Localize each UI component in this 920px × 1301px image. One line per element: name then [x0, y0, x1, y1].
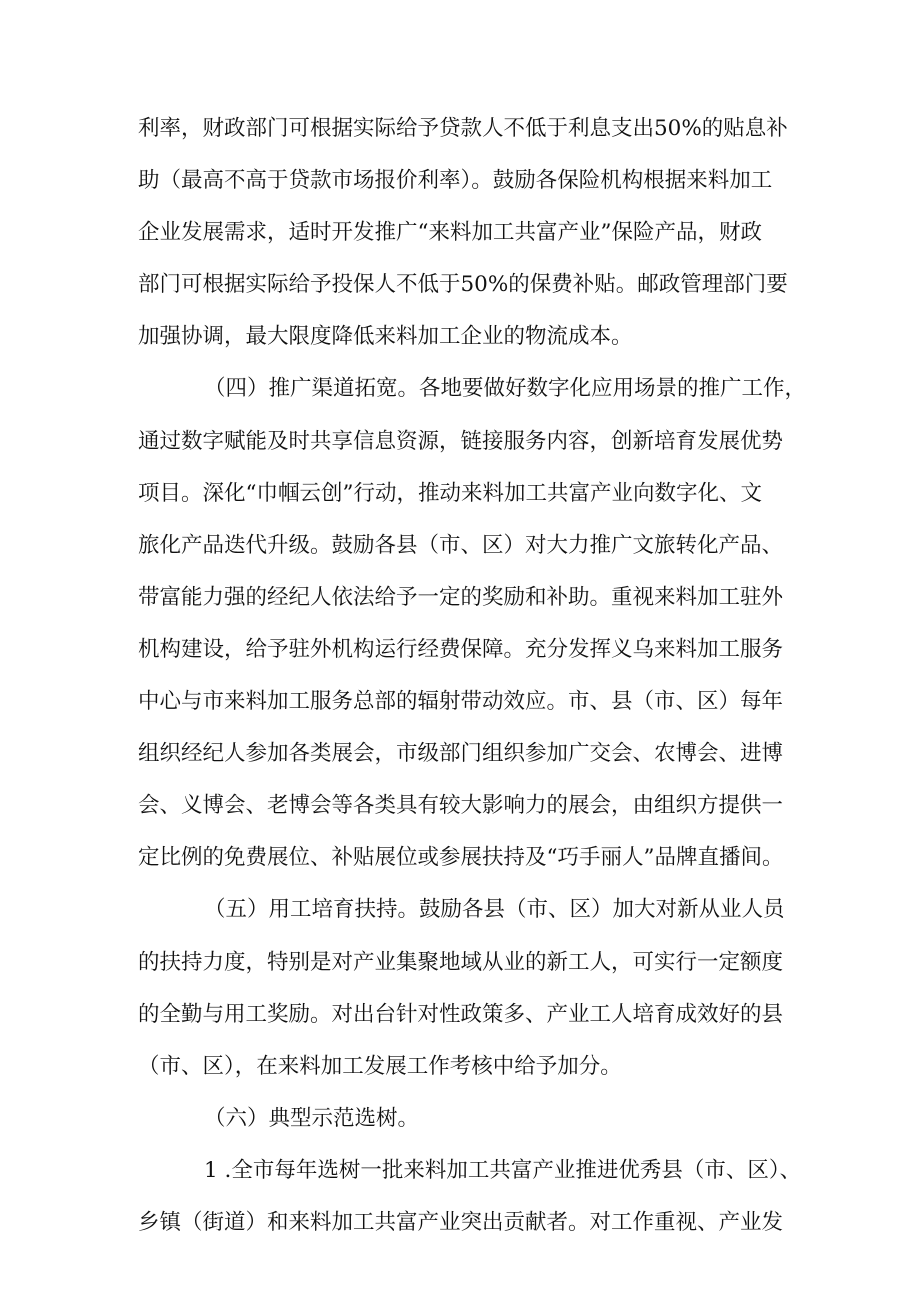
body-line: 中心与市来料加工服务总部的辐射带动效应。市、县（市、区）每年: [138, 689, 784, 715]
body-line: 的扶持力度，特别是对产业集聚地域从业的新工人，可实行一定额度: [138, 949, 784, 975]
body-line: 利率，财政部门可根据实际给予贷款人不低于利息支出50%的贴息补: [138, 116, 788, 141]
body-line: 带富能力强的经纪人依法给予一定的奖励和补助。重视来料加工驻外: [138, 584, 784, 610]
body-line: 会、义博会、老博会等各类具有较大影响力的展会，由组织方提供一: [138, 793, 784, 819]
body-line: 机构建设，给予驻外机构运行经费保障。充分发挥义乌来料加工服务: [138, 636, 784, 662]
body-line: 旅化产品迭代升级。鼓励各县（市、区）对大力推广文旅转化产品、: [138, 532, 784, 558]
body-line: 加强协调，最大限度降低来料加工企业的物流成本。: [138, 324, 633, 350]
body-line: （市、区），在来料加工发展工作考核中给予加分。: [138, 1053, 622, 1079]
section-5-heading-line: （五）用工培育扶持。鼓励各县（市、区）加大对新从业人员: [204, 897, 785, 923]
body-line: 组织经纪人参加各类展会，市级部门组织参加广交会、农博会、进博: [138, 741, 784, 767]
document-body: [138, 103, 807, 1249]
section-4-heading-line: （四）推广渠道拓宽。各地要做好数字化应用场景的推广工作，: [204, 376, 807, 402]
body-line: 企业发展需求，适时开发推广“来料加工共富产业”保险产品，财政: [138, 220, 762, 246]
body-line: 通过数字赋能及时共享信息资源，链接服务内容，创新培育发展优势: [138, 428, 784, 454]
body-line: 的全勤与用工奖励。对出台针对性政策多、产业工人培育成效好的县: [138, 1001, 784, 1027]
body-line: 助（最高不高于贷款市场报价利率）。鼓励各保险机构根据来料加工: [138, 168, 773, 194]
body-line: 项目。深化“巾帼云创”行动，推动来料加工共富产业向数字化、文: [138, 480, 762, 506]
body-line: 乡镇（街道）和来料加工共富产业突出贡献者。对工作重视、产业发: [138, 1209, 784, 1235]
body-line: 定比例的免费展位、补贴展位或参展扶持及“巧手丽人”品牌直播间。: [138, 845, 784, 871]
item-1-line: 1 .全市每年选树一批来料加工共富产业推进优秀县（市、区）、: [204, 1157, 802, 1183]
body-line: 部门可根据实际给予投保人不低于50%的保费补贴。邮政管理部门要: [138, 272, 788, 298]
section-6-heading-line: （六）典型示范选树。: [204, 1105, 420, 1131]
